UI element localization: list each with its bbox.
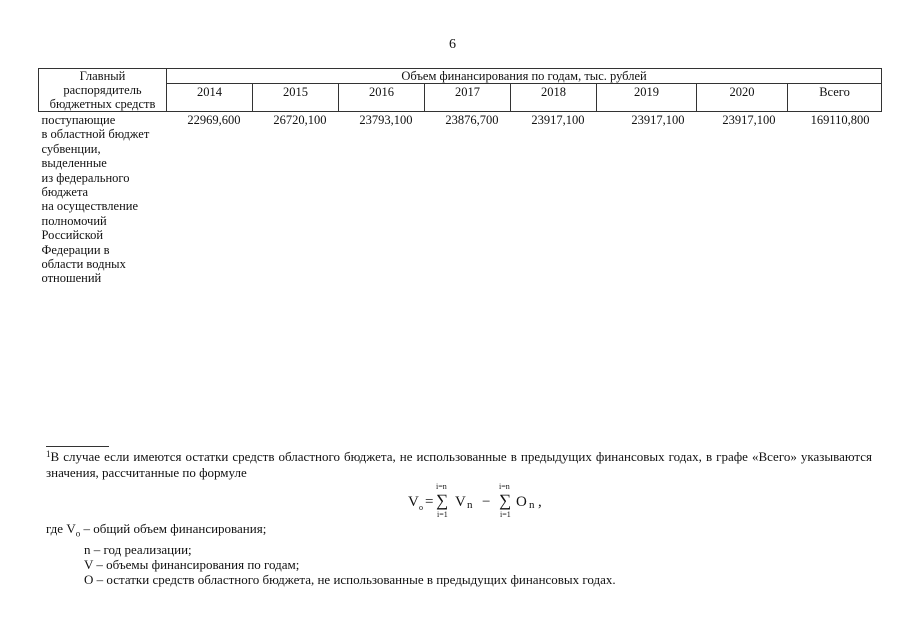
footnote <box>46 446 872 481</box>
column-header-year: 2018 <box>511 84 597 112</box>
table-cell-value: 23917,100 <box>722 113 776 127</box>
formula-comma: , <box>538 494 542 510</box>
column-header-year: 2020 <box>697 84 788 112</box>
table-cell-value: 26720,100 <box>273 113 327 127</box>
formula-sum1-upper: i=n <box>436 482 447 491</box>
table-row <box>39 112 882 286</box>
formula-lhs-subscript: o <box>419 503 423 512</box>
legend-subscript: o <box>75 528 81 539</box>
table-cell-value: 23917,100 <box>531 113 585 127</box>
column-header-year: 2016 <box>339 84 425 112</box>
formula-minus: − <box>482 494 491 510</box>
legend-definition: – общий объем финансирования; <box>80 521 267 536</box>
footnote-marker: 1 <box>46 449 51 459</box>
formula-sum2-sigma: ∑ <box>499 491 512 510</box>
column-header-year: 2017 <box>425 84 511 112</box>
column-header-year: 2019 <box>597 84 697 112</box>
formula-term2-subscript: n <box>529 499 535 511</box>
formula-lhs-letter: V <box>408 494 419 510</box>
row-label: поступающие в областной бюджет субвенции, выделенные из федерального бюджета на осуществление полномочий Российской Федерации в области водных отношений <box>41 113 150 286</box>
column-header-manager: Главный распорядитель бюджетных средств <box>39 69 167 112</box>
table-cell-total: 169110,800 <box>810 113 870 127</box>
formula-sum2-upper: i=n <box>499 482 510 491</box>
legend-line: V – объемы финансирования по годам; <box>84 556 300 572</box>
formula-equals: = <box>425 494 434 510</box>
formula <box>408 482 608 522</box>
formula-term1-subscript: n <box>467 499 473 511</box>
column-header-total: Всего <box>788 84 882 112</box>
page-number: 6 <box>449 37 456 52</box>
legend-line <box>46 521 616 542</box>
funding-table <box>38 68 882 286</box>
formula-sum2-lower: i=1 <box>500 510 511 519</box>
legend-line: O – остатки средств областного бюджета, не использованные в предыдущих финансовых годах. <box>84 571 616 587</box>
table-cell-value: 23876,700 <box>445 113 499 127</box>
legend-prefix: где V <box>46 521 76 536</box>
table-cell-value: 22969,600 <box>187 113 241 127</box>
table-cell-value: 23793,100 <box>359 113 413 127</box>
footnote-text: В случае если имеются остатки средств областного бюджета, не использованные в предыдущих финансовых годах, в графе «Всего» указываются значения, рассчитанные по формуле <box>46 449 872 480</box>
column-group-header-funding: Объем финансирования по годам, тыс. рублей <box>167 69 882 84</box>
formula-legend <box>46 521 616 587</box>
table-cell-value: 23917,100 <box>631 113 685 127</box>
column-header-year: 2015 <box>253 84 339 112</box>
formula-sum1-sigma: ∑ <box>436 491 449 510</box>
formula-term1-letter: V <box>455 494 466 510</box>
column-header-year: 2014 <box>167 84 253 112</box>
formula-term2-letter: O <box>516 494 527 510</box>
legend-line: n – год реализации; <box>84 541 192 557</box>
formula-sum1-lower: i=1 <box>437 510 448 519</box>
